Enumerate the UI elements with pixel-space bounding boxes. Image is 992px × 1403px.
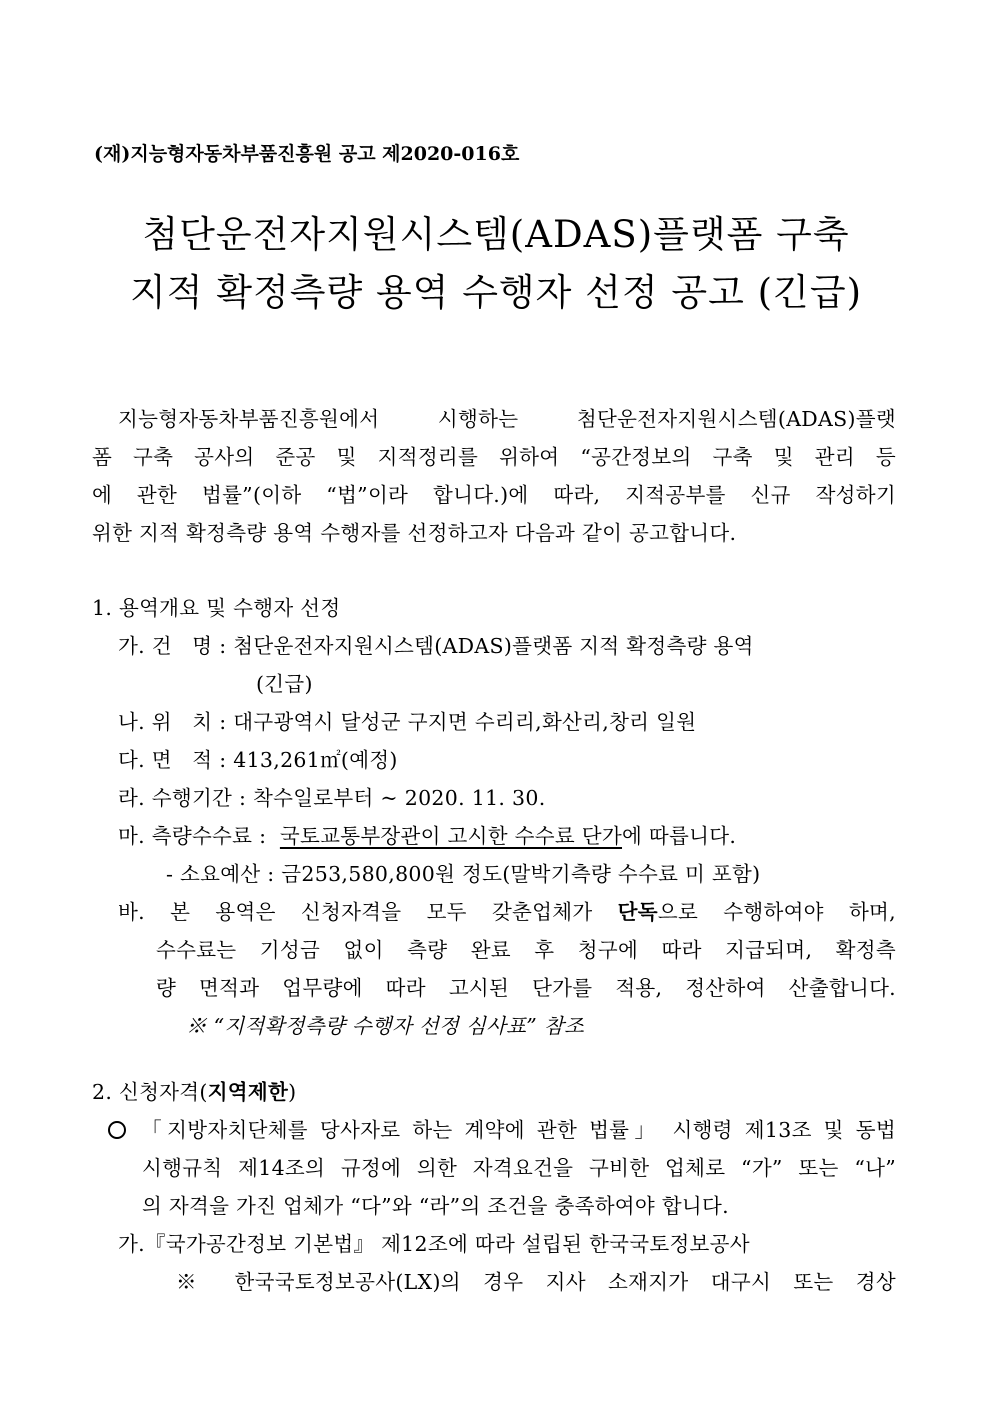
bullet-line2: 시행규칙 제14조의 규정에 의한 자격요건을 구비한 업체로 “가” 또는 “나” — [142, 1156, 896, 1180]
item-ga-label: 가. 건 명 : — [118, 634, 234, 658]
item-ga-row — [118, 629, 754, 659]
bullet-line1 — [108, 1113, 896, 1143]
item-da-label: 다. 면 적 : — [118, 748, 234, 772]
item-ba-note: ※ “지적확정측량 수행자 선정 심사표” 참조 — [186, 1014, 585, 1038]
notice-number: (재)지능형자동차부품진흥원 공고 제2020-016호 — [94, 143, 520, 165]
item-ba-bold: 단독 — [617, 900, 658, 924]
item-na-value: 대구광역시 달성군 구지면 수리리,화산리,창리 일원 — [233, 710, 697, 734]
section-2-heading-bold: 지역제한 — [207, 1080, 289, 1104]
item-ba-prefix: 바. 본 용역은 신청자격을 모두 갖춘업체가 — [118, 900, 618, 924]
item-ga-value-cont: (긴급) — [256, 672, 313, 696]
section-2-heading-prefix: 2. 신청자격( — [92, 1080, 208, 1104]
item-ba-line3: 량 면적과 업무량에 따라 고시된 단가를 적용, 정산하여 산출합니다. — [156, 976, 896, 1000]
item-ba-line2: 수수료는 기성금 없이 측량 완료 후 청구에 따라 지급되며, 확정측 — [156, 938, 896, 962]
item-na-row — [118, 705, 696, 735]
intro-line: 지능형자동차부품진흥원에서 시행하는 첨단운전자지원시스템(ADAS)플랫 — [118, 407, 896, 431]
item-na-label: 나. 위 치 : — [118, 710, 234, 734]
item-ba-suffix: 으로 수행하여야 하며, — [657, 900, 896, 924]
item-ra-row — [118, 781, 546, 811]
page-title-line2: 지적 확정측량 용역 수행자 선정 공고 (긴급) — [129, 271, 863, 314]
item-ra-label: 라. 수행기간 : — [118, 786, 253, 810]
page-title-line1: 첨단운전자지원시스템(ADAS)플랫폼 구축 — [142, 213, 850, 256]
section-1-heading: 1. 용역개요 및 수행자 선정 — [92, 596, 341, 620]
item-ma-value-rest: 에 따릅니다. — [622, 824, 737, 848]
intro-line: 폼 구축 공사의 준공 및 지적정리를 위하여 “공간정보의 구축 및 관리 등 — [92, 445, 896, 469]
item-ra-value: 착수일로부터 ~ 2020. 11. 30. — [253, 786, 546, 810]
intro-line: 에 관한 법률”(이하 “법”이라 합니다.)에 따라, 지적공부를 신규 작성하기 — [92, 483, 896, 507]
item-budget-value: 금253,580,800원 정도(말박기측량 수수료 미 포함) — [281, 862, 761, 886]
item-budget-row — [166, 857, 760, 887]
item-da-row — [118, 743, 398, 773]
item-ma-row — [118, 819, 736, 849]
bullet-line3: 의 자격을 가진 업체가 “다”와 “라”의 조건을 충족하여야 합니다. — [142, 1194, 729, 1218]
item-ma-label: 마. 측량수수료 : — [118, 824, 280, 848]
section-2-heading — [92, 1075, 296, 1105]
item-da-value: 413,261㎡(예정) — [233, 748, 398, 772]
intro-line: 위한 지적 확정측량 용역 수행자를 선정하고자 다음과 같이 공고합니다. — [92, 521, 737, 545]
item-ma-value-underlined: 국토교통부장관이 고시한 수수료 단가 — [279, 824, 623, 848]
section-2-item-ga-note: ※ 한국국토정보공사(LX)의 경우 지사 소재지가 대구시 또는 경상 — [176, 1270, 896, 1294]
item-ga-value: 첨단운전자지원시스템(ADAS)플랫폼 지적 확정측량 용역 — [233, 634, 754, 658]
item-ba-line1 — [118, 895, 896, 925]
item-budget-label: - 소요예산 : — [166, 862, 282, 886]
section-2-item-ga: 가.『국가공간정보 기본법』 제12조에 따라 설립된 한국국토정보공사 — [118, 1232, 750, 1256]
section-2-heading-suffix: ) — [288, 1080, 297, 1104]
circle-bullet-icon — [108, 1121, 126, 1139]
bullet-line1-text: 「지방자치단체를 당사자로 하는 계약에 관한 법률」 시행령 제13조 및 동법 — [136, 1118, 896, 1142]
